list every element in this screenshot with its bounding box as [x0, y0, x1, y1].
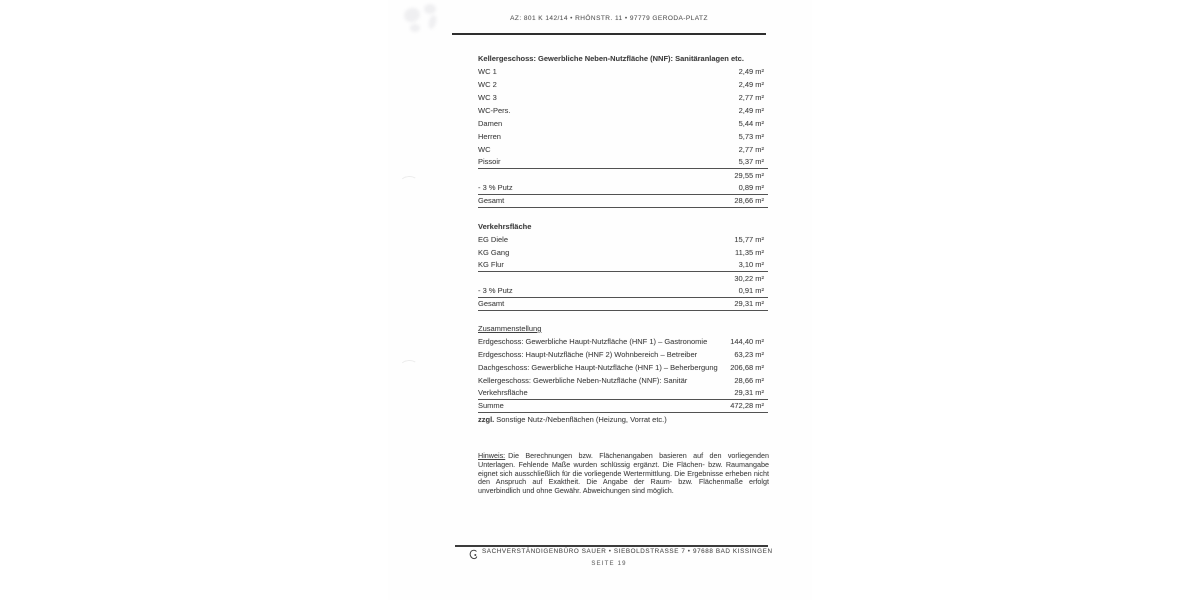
table-row — [478, 298, 768, 311]
row-label: Damen — [478, 119, 503, 128]
row-label: WC — [478, 145, 491, 154]
row-label: Dachgeschoss: Gewerbliche Haupt-Nutzfläche (HNF 1) – Beherbergung — [478, 363, 718, 372]
hinweis-text: Die Berechnungen bzw. Flächenangaben basieren auf den vorliegenden Unterlagen. Fehlende Maße wurden schlüssig ergänzt. Die Flächen- bzw. Raumangabe eignet sich ausschließlich für die vorliegende Wertermittlung. Die Ergebnisse erheben nicht den Anspruch auf Exaktheit. Die Angabe der Raum- bzw. Flächenmaße erfolgt unverbindlich und ohne Gewähr. Abweichungen sind möglich. — [478, 451, 769, 496]
table-row — [478, 195, 768, 208]
section-verkehrsflaeche — [478, 220, 768, 311]
section-heading: Verkehrsfläche — [478, 222, 532, 231]
table-row — [478, 259, 768, 272]
row-value: 5,37 m² — [738, 157, 764, 166]
header-divider — [452, 33, 766, 35]
zzgl-label: zzgl. — [478, 415, 495, 424]
row-value: 29,31 m² — [734, 388, 764, 397]
scan-smudge — [410, 24, 420, 32]
row-value: 2,77 m² — [738, 93, 764, 102]
table-row — [478, 78, 768, 91]
row-value: 5,44 m² — [738, 119, 764, 128]
row-value: 28,66 m² — [734, 196, 764, 205]
row-label: Erdgeschoss: Gewerbliche Haupt-Nutzfläche (HNF 1) – Gastronomie — [478, 337, 708, 346]
row-label: WC 1 — [478, 67, 497, 76]
table-row — [478, 182, 768, 195]
row-value: 2,49 m² — [738, 80, 764, 89]
document-header-reference: AZ: 801 K 142/14 • RHÖNSTR. 11 • 97779 GERODA-PLATZ — [510, 15, 708, 22]
row-label: Kellergeschoss: Gewerbliche Neben-Nutzfläche (NNF): Sanitär — [478, 376, 688, 385]
row-label: KG Flur — [478, 260, 504, 269]
section-heading: Zusammenstellung — [478, 324, 542, 333]
additional-areas-note — [478, 413, 768, 426]
scan-smudge — [424, 4, 436, 14]
row-label: KG Gang — [478, 248, 510, 257]
section-heading: Kellergeschoss: Gewerbliche Neben-Nutzfläche (NNF): Sanitäranlagen etc. — [478, 54, 744, 63]
table-row — [478, 387, 768, 400]
table-row — [478, 117, 768, 130]
row-label: EG Diele — [478, 235, 509, 244]
row-value: 0,89 m² — [738, 183, 764, 192]
table-row — [478, 130, 768, 143]
row-label: Herren — [478, 132, 501, 141]
table-row — [478, 272, 768, 285]
scan-smudge — [402, 6, 422, 25]
row-value: 472,28 m² — [730, 401, 764, 410]
row-label: - 3 % Putz — [478, 183, 513, 192]
table-row — [478, 335, 768, 348]
table-row — [478, 233, 768, 246]
table-row — [478, 156, 768, 169]
hinweis-label: Hinweis: — [478, 451, 506, 460]
document-page — [388, 0, 812, 600]
footer-office-line: SACHVERSTÄNDIGENBÜRO SAUER • SIEBOLDSTRASSE 7 • 97688 BAD KISSINGEN — [482, 548, 773, 555]
footer-divider — [455, 545, 768, 547]
row-label: WC 2 — [478, 80, 497, 89]
table-row — [478, 400, 768, 413]
row-value: 3,10 m² — [738, 260, 764, 269]
row-label: Gesamt — [478, 299, 505, 308]
row-value: 0,91 m² — [738, 286, 764, 295]
area-table — [478, 65, 768, 208]
table-row — [478, 348, 768, 361]
summary-table — [478, 335, 768, 413]
row-value: 15,77 m² — [734, 235, 764, 244]
table-row — [478, 91, 768, 104]
table-row — [478, 285, 768, 298]
row-label: WC-Pers. — [478, 106, 511, 115]
row-value: 28,66 m² — [734, 376, 764, 385]
row-label: Verkehrsfläche — [478, 388, 528, 397]
section-zusammenstellung — [478, 322, 768, 413]
row-label: Gesamt — [478, 196, 505, 205]
table-row — [478, 143, 768, 156]
office-logo-icon — [469, 547, 478, 558]
row-label: - 3 % Putz — [478, 286, 513, 295]
table-row — [478, 246, 768, 259]
table-row — [478, 104, 768, 117]
row-value: 30,22 m² — [734, 274, 764, 283]
row-label: Erdgeschoss: Haupt-Nutzfläche (HNF 2) Wohnbereich – Betreiber — [478, 350, 698, 359]
row-label: Pissoir — [478, 157, 501, 166]
row-value: 29,31 m² — [734, 299, 764, 308]
punch-hole-mark — [400, 359, 419, 372]
table-row — [478, 65, 768, 78]
row-label: WC 3 — [478, 93, 497, 102]
page-number: SEITE 19 — [591, 561, 627, 567]
disclaimer-paragraph — [478, 452, 769, 496]
row-value: 63,23 m² — [734, 350, 764, 359]
scan-smudge — [427, 14, 437, 29]
punch-hole-mark — [400, 175, 419, 188]
row-value: 144,40 m² — [730, 337, 764, 346]
row-value: 11,35 m² — [734, 248, 764, 257]
area-table — [478, 233, 768, 311]
section-kellergeschoss-sanitaer — [478, 52, 768, 208]
table-row — [478, 169, 768, 182]
row-value: 29,55 m² — [734, 171, 764, 180]
zzgl-text: Sonstige Nutz-/Nebenflächen (Heizung, Vorrat etc.) — [496, 415, 667, 424]
row-value: 2,77 m² — [738, 145, 764, 154]
row-value: 206,68 m² — [730, 363, 764, 372]
row-value: 2,49 m² — [738, 67, 764, 76]
table-row — [478, 361, 768, 374]
row-label: Summe — [478, 401, 504, 410]
row-value: 2,49 m² — [738, 106, 764, 115]
row-value: 5,73 m² — [738, 132, 764, 141]
